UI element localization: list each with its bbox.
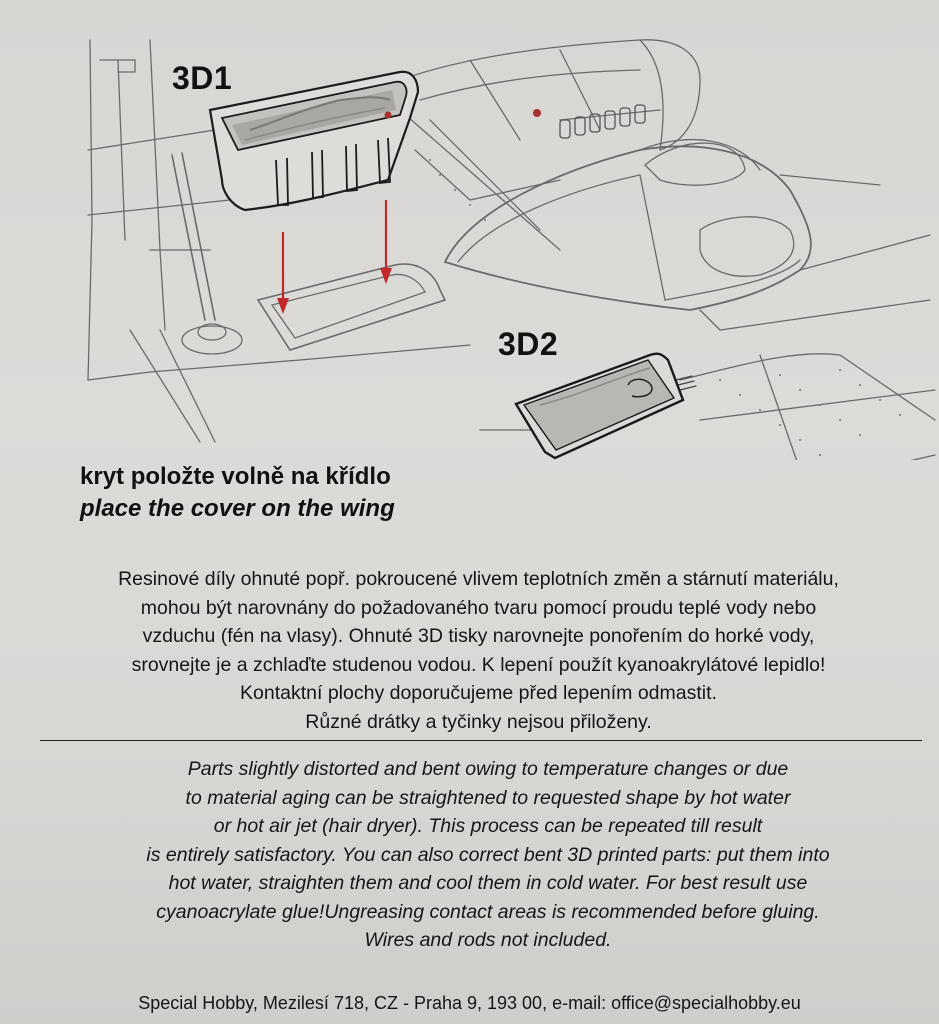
aircraft-wing-illustration [0, 0, 939, 460]
section-divider [40, 740, 922, 741]
notes-czech-line: srovnejte je a zchlaďte studenou vodou. K lepení použít kyanoakrylátové lepidlo! [131, 653, 826, 676]
part-3d1-drawing [210, 72, 418, 210]
footer-contact: Special Hobby, Mezilesí 718, CZ - Praha 9, 193 00, e-mail: office@specialhobby.eu [138, 993, 801, 1013]
notes-english-line: hot water, straighten them and cool them in cold water. For best result use [168, 872, 808, 894]
notes-czech [18, 565, 939, 736]
part-label-3d1: 3D1 [172, 60, 233, 96]
notes-english-line: to material aging can be straightened to requested shape by hot water [185, 786, 791, 809]
caption-english: place the cover on the wing [80, 495, 395, 522]
notes-czech-line: mohou být narovnány do požadovaného tvaru pomocí proudu teplé vody nebo [140, 596, 817, 619]
notes-english-line: is entirely satisfactory. You can also correct bent 3D printed parts: put them into [146, 843, 830, 866]
notes-czech-line: vzduchu (fén na vlasy). Ohnuté 3D tisky narovnejte ponořením do horké vody, [142, 625, 815, 647]
part-3d2-drawing [516, 354, 683, 458]
notes-czech-line: Kontaktní plochy doporučujeme před lepením odmastit. [240, 682, 717, 704]
notes-english [38, 755, 938, 955]
notes-czech-line: Různé drátky a tyčinky nejsou přiloženy. [305, 710, 652, 733]
notes-english-line: or hot air jet (hair dryer). This process can be repeated till result [213, 815, 763, 837]
notes-english-line: Parts slightly distorted and bent owing to temperature changes or due [187, 758, 789, 780]
caption-czech: kryt položte volně na křídlo [80, 463, 391, 490]
part-label-3d2: 3D2 [498, 326, 559, 362]
notes-czech-line: Resinové díly ohnuté popř. pokroucené vlivem teplotních změn a stárnutí materiálu, [118, 568, 839, 590]
notes-english-line: cyanoacrylate glue!Ungreasing contact areas is recommended before gluing. [156, 900, 820, 923]
notes-english-line: Wires and rods not included. [364, 929, 612, 951]
